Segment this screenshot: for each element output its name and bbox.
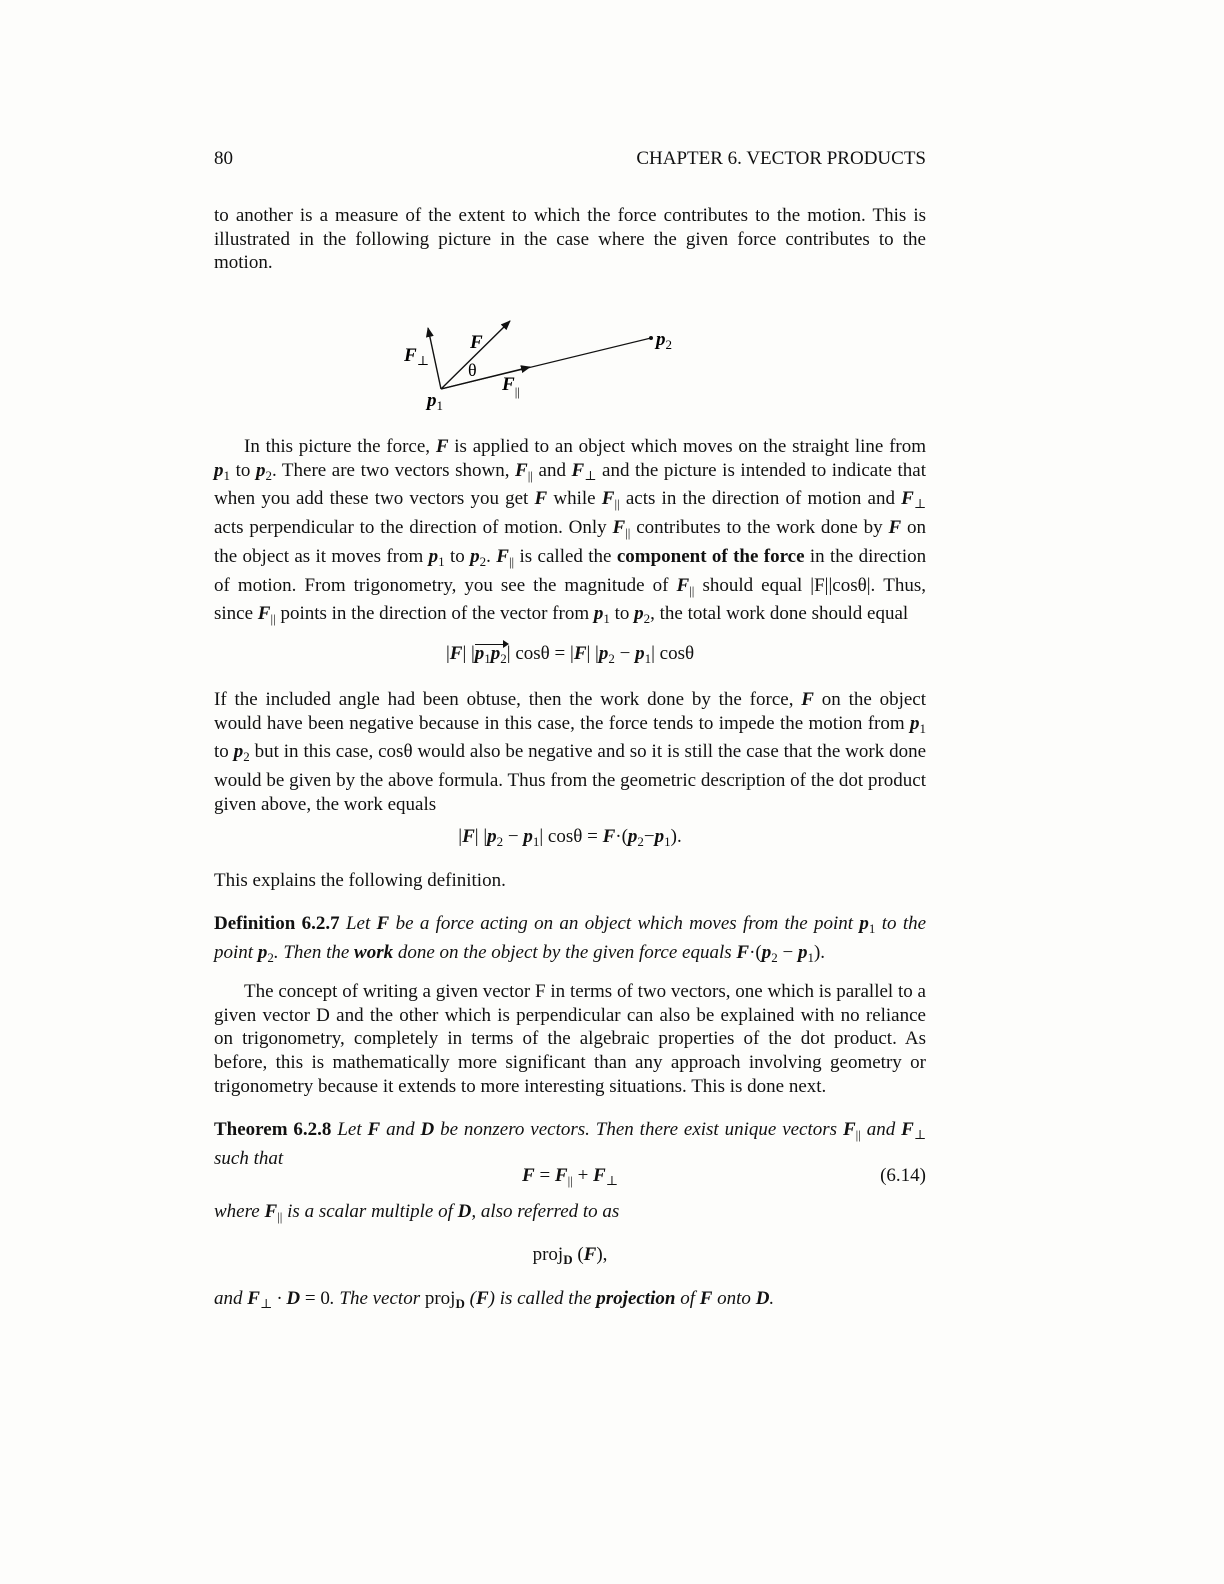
theorem-where-line: where $F_{||}$ is a scalar multiple of D, also referred to as [214,1201,620,1224]
p1-label: $p_1$ [427,390,443,413]
force-diagram [394,310,694,415]
paragraph-obtuse-angle: If the included angle had been obtuse, then the work done by the force, F on the object would have been negative because in this case, the force tends to impede the motion from $p_1$ to $p_2$ but in this case, cosθ would also be negative and so it is still the case that the work done would be given by the above formula. Thus from the geometric description of the dot product given above, the work equals [214,689,927,815]
term-component-of-force: component of the force [616,545,805,567]
definition-6-2-7: Definition 6.2.7 Let F be a force acting on an object which moves from the point $p_1$ to the point $p_2$. Then the work done on the object by the given force equals $F\cdot(p_2 - p_1)$. [214,913,927,965]
theorem-6-2-8: Theorem 6.2.8 Let F and D be nonzero vectors. Then there exist unique vectors $F_{||}$ and $F_\perp$ such that [214,1119,927,1169]
f-perp-arrow [428,328,441,389]
definition-heading: Definition 6.2.7 [214,913,340,934]
running-header [214,148,926,170]
equation-work-cos: |F| $|p_1p_2|$ cosθ = |F| $|p_2 - p_1|$ cosθ [445,643,695,666]
f-par-label: $F_{||}$ [502,374,520,399]
term-projection: projection [596,1288,676,1309]
term-work: work [354,941,394,963]
f-perp-label: $F_\perp$ [404,345,429,368]
intro-paragraph: to another is a measure of the extent to which the force contributes to the motion. This is illustrated in the following picture in the case where the given force contributes to the motion. [214,205,926,274]
p2-point [649,336,653,340]
f-label: F [470,332,483,353]
theorem-heading: Theorem 6.2.8 [214,1119,332,1140]
theorem-projection-line: and $F_\perp \cdot D = 0$. The vector proj$_D$ (F) is called the projection of F onto D. [214,1288,775,1311]
paragraph-concept: The concept of writing a given vector F in terms of two vectors, one which is parallel to a given vector D and the other which is perpendicular can also be explained with no reliance on trigonometry, completely in terms of the algebraic properties of the dot product. As before, this is mathematically more significant than any approach involving geometry or trigonometry because it extends to more interesting situations. This is done next. [214,981,926,1097]
paragraph-force-explanation: In this picture the force, F is applied to an object which moves on the straight line from $p_1$ to $p_2$. There are two vectors shown, $F_{||}$ and $F_\perp$ and the picture is intended to indicate that when you add these two vectors you get F while $F_{||}$ acts in the direction of motion and $F_\perp$ acts perpendicular to the direction of motion. Only $F_{||}$ contributes to the work done by F on the object as it moves from $p_1$ to $p_2$. $F_{||}$ is called the component of the force in the direction of motion. From trigonometry, you see the magnitude of $F_{||}$ should equal |F||cosθ|. Thus, since $F_{||}$ points in the direction of the vector from $p_1$ to $p_2$, the total work done should equal [214,436,927,627]
equation-6-14: $F = F_{||} + F_\perp$ (6.14) [522,1165,926,1188]
chapter-title: CHAPTER 6. VECTOR PRODUCTS [636,148,926,169]
p2-label: $p_2$ [656,329,672,352]
equation-proj: proj$_D$ (F), [532,1244,608,1267]
equation-number: (6.14) [880,1165,926,1186]
page-number: 80 [214,148,233,169]
theta-label: θ [468,360,477,380]
paragraph-explains-definition: This explains the following definition. [214,870,506,891]
equation-work-dot: |F| $|p_2 - p_1|$ $\cos\theta = F\cdot(p_2-p_1)$. [458,826,682,849]
